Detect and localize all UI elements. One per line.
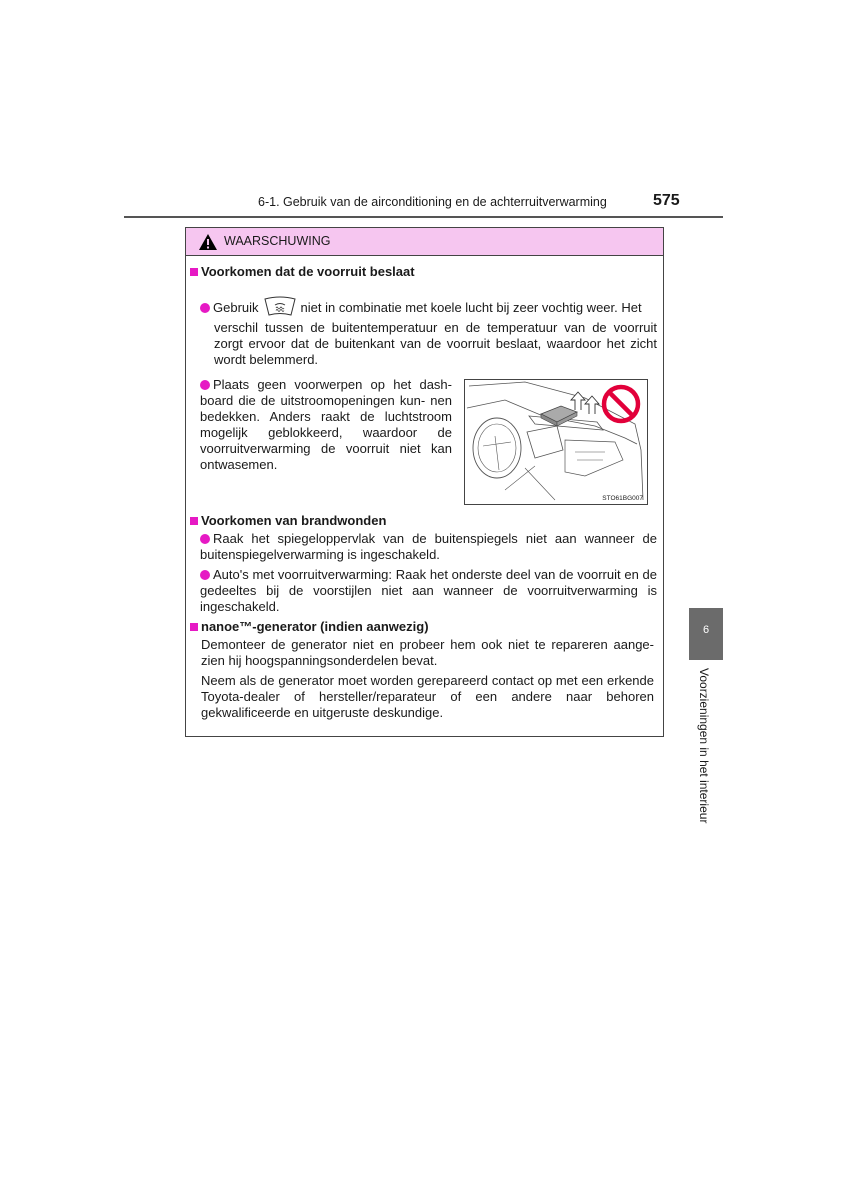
section-heading-windshield-fog: Voorkomen dat de voorruit beslaat	[190, 264, 415, 280]
section-heading-nanoe: nanoe™-generator (indien aanwezig)	[190, 619, 429, 635]
round-bullet-icon	[200, 380, 210, 390]
page-number: 575	[653, 192, 680, 209]
illustration-code: STO61BG007	[602, 495, 643, 502]
dashboard-obstruction-drawing	[465, 380, 647, 504]
bullet-windshield-heating: Auto's met voorruitverwarming: Raak het onderste deel van de voorruit en de gedeeltes bij de voorstijlen niet aan wanneer de voorruitverwarming is ingeschakeld.	[200, 567, 657, 614]
nanoe-paragraph-2: Neem als de generator moet worden gerepareerd contact op met een erkende Toyota-dealer of hersteller/reparateur of een andere naar behoren gekwalificeerde en uitgeruste deskundige.	[201, 673, 654, 720]
round-bullet-icon	[200, 303, 210, 313]
bullet-dashboard-objects: Plaats geen voorwerpen op het dash- board die de uitstroomopeningen kun- nen bedekken. Anders raakt de luchtstroom mogelijk geblokkeerd, waardoor de voorruitverwarming de voorruit niet kan ontwasemen.	[200, 377, 452, 472]
header-rule	[124, 216, 723, 218]
square-bullet-icon	[190, 268, 198, 276]
dashboard-illustration	[464, 379, 648, 505]
warning-label: WAARSCHUWING	[224, 234, 331, 248]
square-bullet-icon	[190, 517, 198, 525]
bullet-defog-button: Gebruik niet in combinatie met koele lucht bij zeer vochtig weer. Het	[200, 296, 660, 318]
chapter-tab-number: 6	[702, 624, 710, 636]
nanoe-paragraph-1: Demonteer de generator niet en probeer hem ook niet te repareren aange- zien hij hoogspanningsonderdelen bevat.	[201, 637, 654, 668]
bullet-mirror-heating: Raak het spiegeloppervlak van de buitenspiegels niet aan wanneer de buitenspiegelverwarming is ingeschakeld.	[200, 531, 657, 562]
round-bullet-icon	[200, 534, 210, 544]
windshield-defogger-button-icon	[263, 296, 297, 318]
section-heading-burns: Voorkomen van brandwonden	[190, 513, 386, 529]
chapter-tab	[689, 608, 723, 660]
round-bullet-icon	[200, 570, 210, 580]
warning-triangle-icon	[198, 233, 218, 251]
square-bullet-icon	[190, 623, 198, 631]
warning-header	[186, 228, 663, 256]
bullet-defog-continuation: verschil tussen de buitentemperatuur en de temperatuur van de voorruit zorgt ervoor dat de buitenkant van de voorruit beslaat, waardoor het zicht wordt belemmerd.	[214, 320, 657, 367]
chapter-tab-label: Voorzieningen in het interieur	[697, 668, 711, 824]
section-header-title: 6-1. Gebruik van de airconditioning en de achterruitverwarming	[258, 195, 607, 209]
